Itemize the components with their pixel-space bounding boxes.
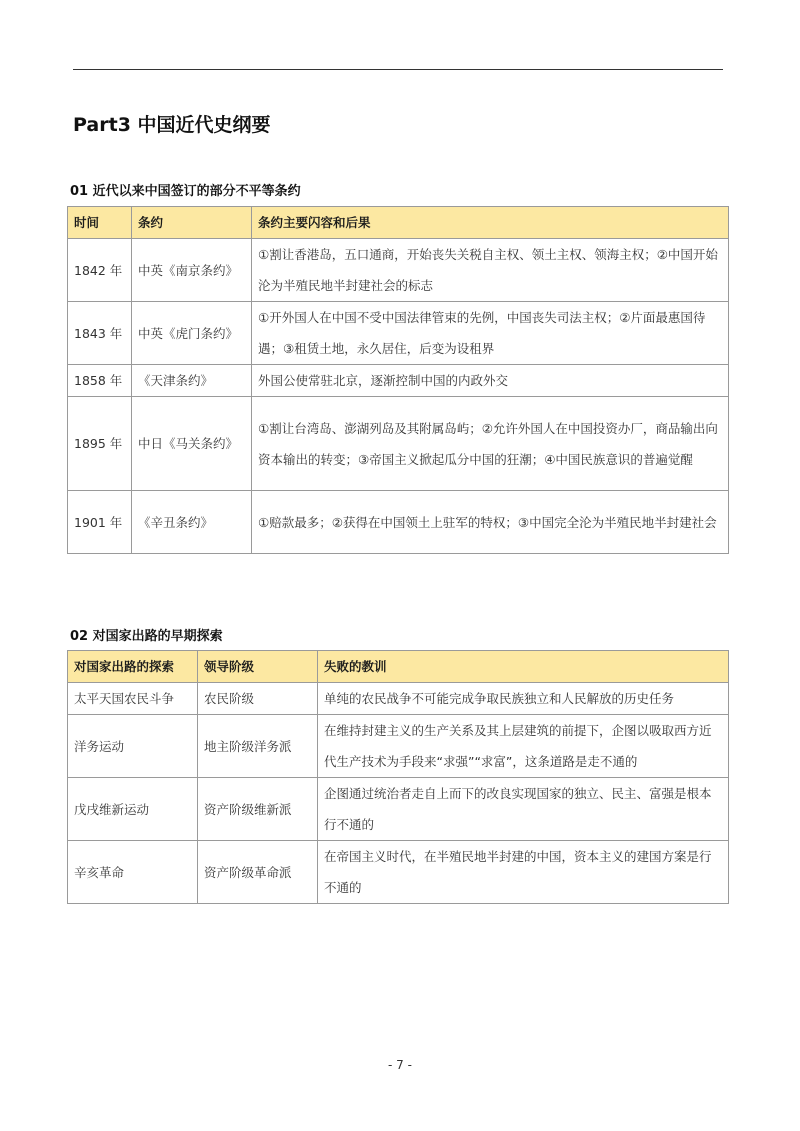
- exploration-table: [67, 650, 729, 904]
- treaty-content: 外国公使常驻北京，逐渐控制中国的内政外交: [252, 365, 729, 397]
- treaty-year: 1901 年: [68, 491, 132, 554]
- exploration-name: 辛亥革命: [68, 841, 198, 904]
- header-content: 条约主要闪容和后果: [252, 207, 729, 239]
- treaty-year: 1858 年: [68, 365, 132, 397]
- exploration-name: 洋务运动: [68, 715, 198, 778]
- table-row: [68, 778, 729, 841]
- leading-class: 资产阶级革命派: [198, 841, 318, 904]
- failure-lesson: 在维持封建主义的生产关系及其上层建筑的前提下，企图以吸取西方近代生产技术为手段来“求强”“求富”，这条道路是走不通的: [318, 715, 729, 778]
- table-row: [68, 239, 729, 302]
- leading-class: 农民阶级: [198, 683, 318, 715]
- failure-lesson: 在帝国主义时代，在半殖民地半封建的中国，资本主义的建国方案是行不通的: [318, 841, 729, 904]
- page-number: - 7 -: [388, 1058, 412, 1072]
- table-row: [68, 302, 729, 365]
- treaty-name: 中英《虎门条约》: [132, 302, 252, 365]
- header-lesson: 失败的教训: [318, 651, 729, 683]
- leading-class: 资产阶级维新派: [198, 778, 318, 841]
- treaty-year: 1842 年: [68, 239, 132, 302]
- exploration-name: 太平天国农民斗争: [68, 683, 198, 715]
- treaty-content: ①开外国人在中国不受中国法律管束的先例，中国丧失司法主权；②片面最惠国待遇；③租赁土地，永久居住，后变为设租界: [252, 302, 729, 365]
- table-row: [68, 683, 729, 715]
- page-title: Part3 中国近代史纲要: [73, 114, 271, 136]
- table-row: [68, 491, 729, 554]
- exploration-name: 戊戌维新运动: [68, 778, 198, 841]
- treaty-name: 中英《南京条约》: [132, 239, 252, 302]
- treaty-content: ①赔款最多；②获得在中国领土上驻军的特权；③中国完全沦为半殖民地半封建社会: [252, 491, 729, 554]
- table-row: [68, 397, 729, 491]
- treaty-name: 中日《马关条约》: [132, 397, 252, 491]
- table-row: [68, 841, 729, 904]
- treaty-name: 《辛丑条约》: [132, 491, 252, 554]
- failure-lesson: 单纯的农民战争不可能完成争取民族独立和人民解放的历史任务: [318, 683, 729, 715]
- header-time: 时间: [68, 207, 132, 239]
- header-exploration: 对国家出路的探索: [68, 651, 198, 683]
- treaty-name: 《天津条约》: [132, 365, 252, 397]
- treaty-year: 1895 年: [68, 397, 132, 491]
- leading-class: 地主阶级洋务派: [198, 715, 318, 778]
- table-header-row: [68, 207, 729, 239]
- table-row: [68, 365, 729, 397]
- treaty-content: ①割让台湾岛、澎湖列岛及其附属岛屿；②允许外国人在中国投资办厂，商品输出向资本输出的转变；③帝国主义掀起瓜分中国的狂潮；④中国民族意识的普遍觉醒: [252, 397, 729, 491]
- table-header-row: [68, 651, 729, 683]
- treaty-content: ①割让香港岛，五口通商，开始丧失关税自主权、领土主权、领海主权；②中国开始沦为半殖民地半封建社会的标志: [252, 239, 729, 302]
- treaty-year: 1843 年: [68, 302, 132, 365]
- top-rule: [73, 69, 723, 70]
- table-row: [68, 715, 729, 778]
- failure-lesson: 企图通过统治者走自上而下的改良实现国家的独立、民主、富强是根本行不通的: [318, 778, 729, 841]
- header-treaty: 条约: [132, 207, 252, 239]
- treaties-table: [67, 206, 729, 554]
- section-title-treaties: 01 近代以来中国签订的部分不平等条约: [70, 184, 301, 199]
- section-title-exploration: 02 对国家出路的早期探索: [70, 629, 223, 644]
- header-leading-class: 领导阶级: [198, 651, 318, 683]
